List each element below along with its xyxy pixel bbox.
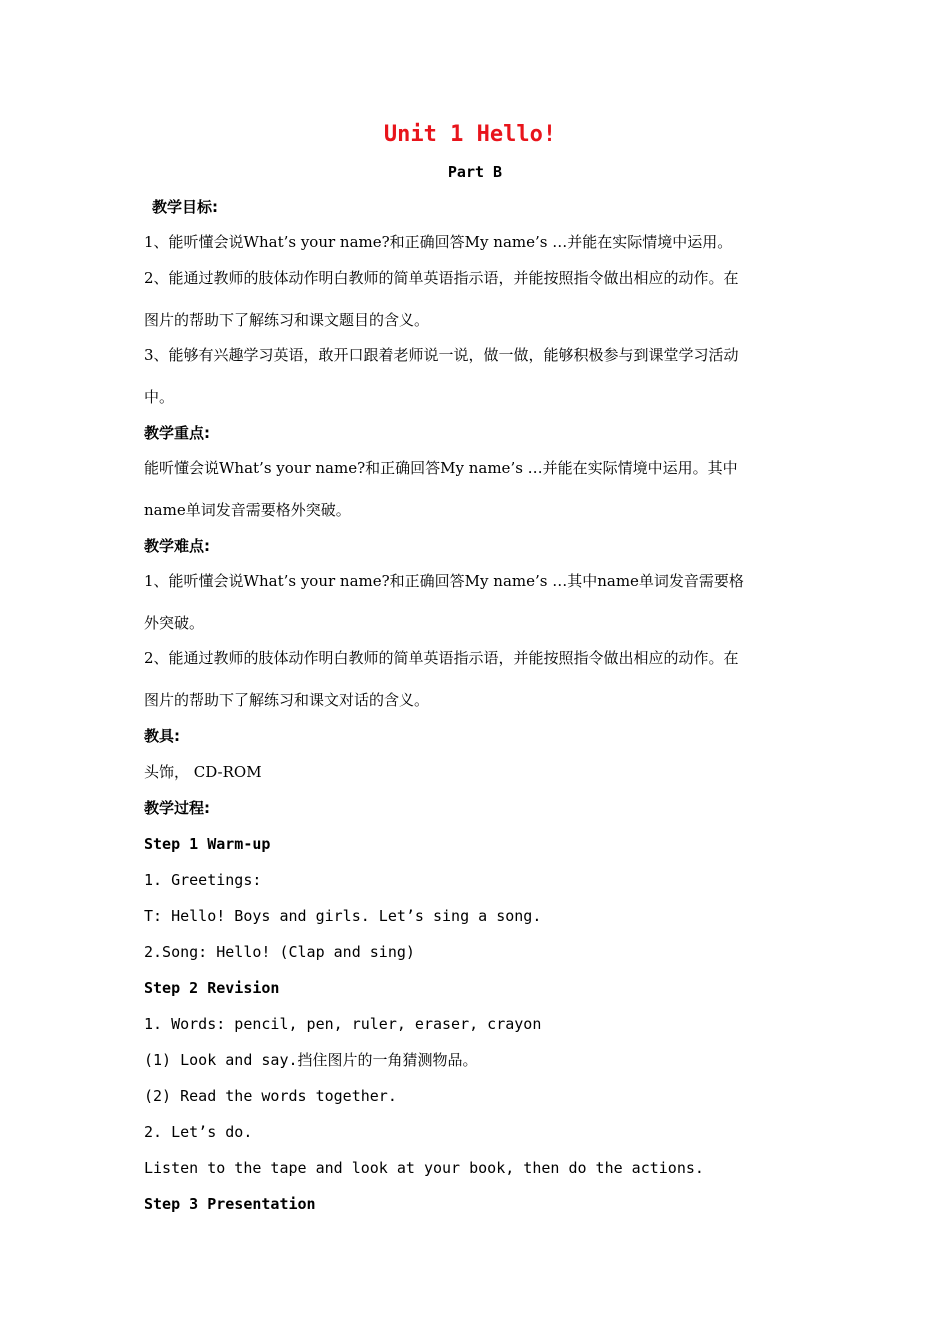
process-heading: 教学过程:: [144, 799, 210, 817]
aids-text: 头饰， CD-ROM: [144, 763, 262, 781]
step-2-line-2: (1) Look and say.挡住图片的一角猜测物品。: [144, 1051, 478, 1069]
document-title: Unit 1 Hello!: [383, 122, 557, 147]
difficulty-item-2-line-2: 图片的帮助下了解练习和课文对话的含义。: [144, 691, 430, 709]
difficulty-item-1-line-2: 外突破。: [144, 614, 205, 632]
difficulty-item-2-line-1: 2、能通过教师的肢体动作明白教师的简单英语指示语，并能按照指令做出相应的动作。在: [144, 649, 739, 667]
step-2-line-5: Listen to the tape and look at your book, then do the actions.: [144, 1159, 704, 1177]
aids-heading: 教具:: [144, 727, 180, 745]
step-2-heading: Step 2 Revision: [144, 979, 280, 997]
objective-item-1: 1、能听懂会说What’s your name?和正确回答My name’s …并能在实际情境中运用。: [144, 233, 733, 251]
step-1-line-3: 2.Song: Hello! (Clap and sing): [144, 943, 415, 961]
key-points-line-1: 能听懂会说What’s your name?和正确回答My name’s …并能在实际情境中运用。其中: [144, 459, 738, 477]
step-1-heading: Step 1 Warm-up: [144, 835, 271, 853]
step-1-line-2: T: Hello! Boys and girls. Let’s sing a song.: [144, 907, 542, 925]
difficulty-item-1-line-1: 1、能听懂会说What’s your name?和正确回答My name’s …其中name单词发音需要格: [144, 572, 744, 590]
step-2-line-1: 1. Words: pencil, pen, ruler, eraser, crayon: [144, 1015, 542, 1033]
step-2-line-4: 2. Let’s do.: [144, 1123, 253, 1141]
objective-item-2-line-2: 图片的帮助下了解练习和课文题目的含义。: [144, 311, 430, 329]
key-points-heading: 教学重点:: [144, 424, 210, 442]
key-points-line-2: name单词发音需要格外突破。: [144, 501, 351, 519]
step-3-heading: Step 3 Presentation: [144, 1195, 316, 1213]
objective-item-2-line-1: 2、能通过教师的肢体动作明白教师的简单英语指示语，并能按照指令做出相应的动作。在: [144, 269, 739, 287]
difficulties-heading: 教学难点:: [144, 537, 210, 555]
objective-item-3-line-1: 3、能够有兴趣学习英语，敢开口跟着老师说一说，做一做，能够积极参与到课堂学习活动: [144, 346, 739, 364]
document-subtitle: Part B: [447, 163, 503, 181]
objective-item-3-line-2: 中。: [144, 388, 175, 406]
objectives-heading: 教学目标:: [152, 198, 218, 216]
step-2-line-3: (2) Read the words together.: [144, 1087, 397, 1105]
step-1-line-1: 1. Greetings:: [144, 871, 262, 889]
